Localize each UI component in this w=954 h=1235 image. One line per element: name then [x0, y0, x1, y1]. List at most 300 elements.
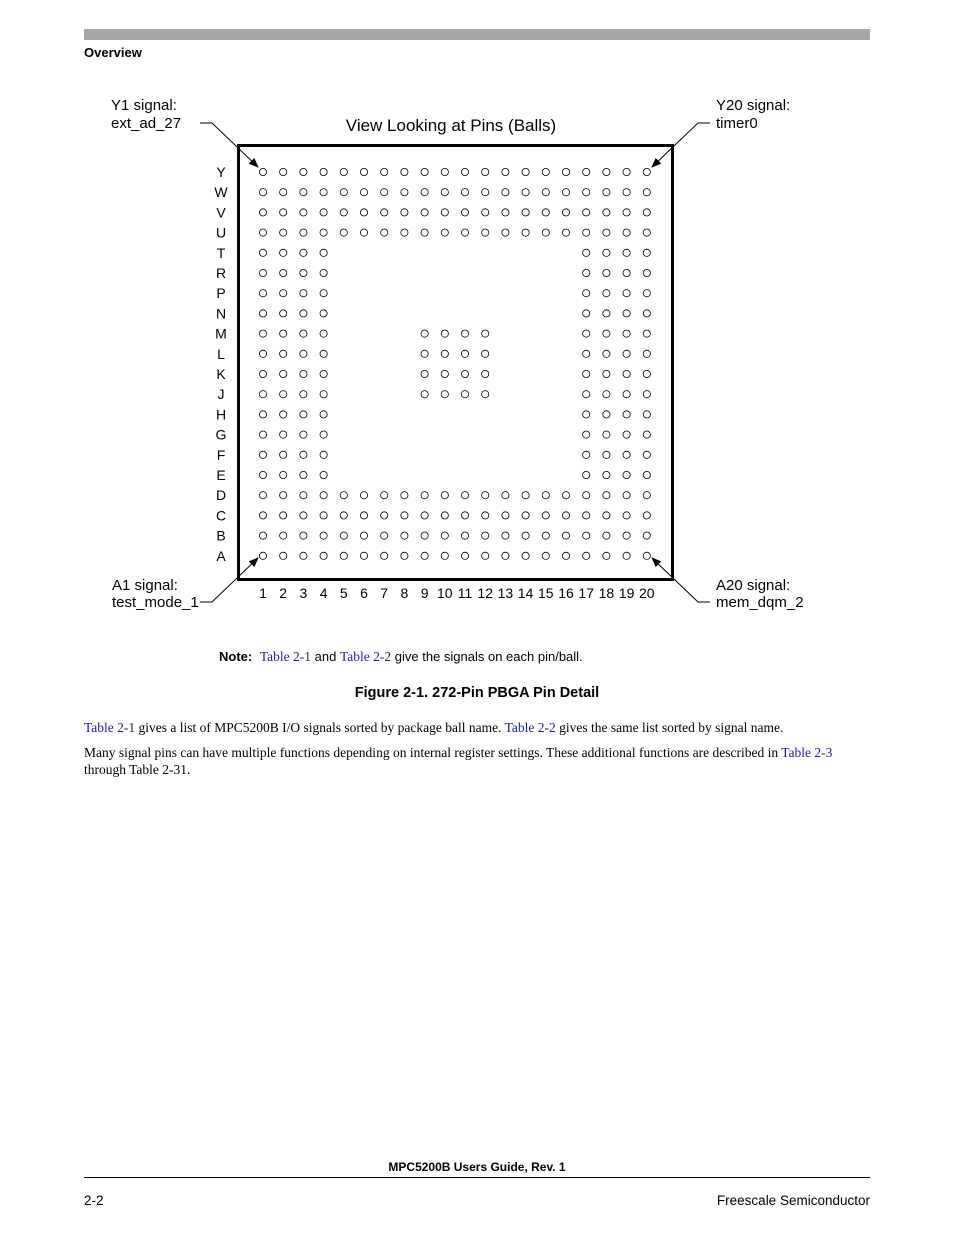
ball-U1 [259, 229, 266, 236]
ball-K17 [583, 370, 590, 377]
ball-Y20 [643, 168, 650, 175]
ball-W7 [381, 189, 388, 196]
ball-E3 [300, 471, 307, 478]
ball-H1 [259, 411, 266, 418]
ball-D13 [502, 492, 509, 499]
column-label-16: 16 [558, 585, 574, 601]
ball-M9 [421, 330, 428, 337]
ball-A9 [421, 552, 428, 559]
row-label-K: K [216, 366, 226, 382]
column-label-10: 10 [437, 585, 453, 601]
p2-text2: through Table 2-31. [84, 762, 191, 777]
ball-Y3 [300, 168, 307, 175]
ball-R1 [259, 269, 266, 276]
ball-N20 [643, 310, 650, 317]
ball-B6 [360, 532, 367, 539]
ball-J11 [461, 391, 468, 398]
callout-a20-line2: mem_dqm_2 [716, 594, 804, 611]
p1-link-table-2-1[interactable]: Table 2-1 [84, 720, 136, 735]
row-labels [214, 164, 228, 564]
figure-caption: Figure 2-1. 272-Pin PBGA Pin Detail [354, 685, 600, 701]
ball-D15 [542, 492, 549, 499]
ball-C14 [522, 512, 529, 519]
column-label-5: 5 [339, 585, 348, 601]
ball-F19 [623, 451, 630, 458]
ball-Y13 [502, 168, 509, 175]
ball-V1 [259, 209, 266, 216]
ball-U7 [381, 229, 388, 236]
ball-B2 [280, 532, 287, 539]
ball-K1 [259, 370, 266, 377]
note-link-table-2-1[interactable]: Table 2-1 [259, 649, 312, 664]
ball-Y6 [360, 168, 367, 175]
note-rest: give the signals on each pin/ball. [394, 649, 583, 664]
ball-A14 [522, 552, 529, 559]
ball-C16 [562, 512, 569, 519]
ball-C19 [623, 512, 630, 519]
ball-R3 [300, 269, 307, 276]
ball-H17 [583, 411, 590, 418]
view-title: View Looking at Pins (Balls) [345, 116, 557, 135]
ball-J20 [643, 391, 650, 398]
ball-W18 [603, 189, 610, 196]
ball-A2 [280, 552, 287, 559]
column-label-15: 15 [538, 585, 554, 601]
ball-N2 [280, 310, 287, 317]
ball-B8 [401, 532, 408, 539]
ball-V7 [381, 209, 388, 216]
ball-B5 [340, 532, 347, 539]
ball-K4 [320, 370, 327, 377]
ball-K20 [643, 370, 650, 377]
ball-B20 [643, 532, 650, 539]
ball-K10 [441, 370, 448, 377]
ball-B9 [421, 532, 428, 539]
ball-N4 [320, 310, 327, 317]
callout-y20-line1: Y20 signal: [716, 97, 791, 114]
ball-J12 [482, 391, 489, 398]
ball-C8 [401, 512, 408, 519]
ball-V8 [401, 209, 408, 216]
ball-A4 [320, 552, 327, 559]
ball-D18 [603, 492, 610, 499]
footer-company: Freescale Semiconductor [716, 1193, 870, 1208]
ball-U12 [482, 229, 489, 236]
column-label-6: 6 [360, 585, 368, 601]
ball-W11 [461, 189, 468, 196]
ball-U8 [401, 229, 408, 236]
ball-L17 [583, 350, 590, 357]
ball-Y18 [603, 168, 610, 175]
ball-A17 [583, 552, 590, 559]
ball-L1 [259, 350, 266, 357]
footer-divider [84, 1177, 870, 1178]
row-label-W: W [214, 184, 228, 201]
ball-A16 [562, 552, 569, 559]
row-label-B: B [216, 527, 226, 544]
ball-H18 [603, 411, 610, 418]
column-labels [259, 585, 655, 601]
column-label-11: 11 [457, 585, 473, 601]
ball-grid [259, 168, 650, 559]
ball-L19 [623, 350, 630, 357]
column-label-4: 4 [319, 585, 328, 601]
ball-F3 [300, 451, 307, 458]
ball-Y10 [441, 168, 448, 175]
ball-T18 [603, 249, 610, 256]
callout-a1 [112, 558, 258, 611]
ball-W1 [259, 189, 266, 196]
ball-C3 [300, 512, 307, 519]
ball-M17 [583, 330, 590, 337]
ball-P2 [280, 290, 287, 297]
row-label-A: A [216, 547, 226, 564]
row-label-U: U [215, 224, 227, 241]
ball-N19 [623, 310, 630, 317]
column-label-18: 18 [598, 585, 615, 601]
ball-V13 [502, 209, 509, 216]
paragraph-2 [84, 744, 870, 778]
note-label: Note: [219, 649, 253, 664]
ball-Y11 [461, 168, 468, 175]
ball-A5 [340, 552, 347, 559]
ball-T2 [280, 249, 287, 256]
ball-W8 [401, 189, 408, 196]
callout-y1 [111, 97, 258, 167]
ball-G17 [583, 431, 590, 438]
ball-M19 [623, 330, 630, 337]
ball-F1 [259, 451, 266, 458]
ball-A10 [441, 552, 448, 559]
ball-P20 [643, 290, 650, 297]
ball-E4 [320, 471, 327, 478]
ball-W4 [320, 189, 327, 196]
ball-V16 [562, 209, 569, 216]
footer-document-title: MPC5200B Users Guide, Rev. 1 [388, 1160, 566, 1174]
ball-V10 [441, 209, 448, 216]
ball-B12 [482, 532, 489, 539]
ball-K11 [461, 370, 468, 377]
ball-B19 [623, 532, 630, 539]
ball-U5 [340, 229, 347, 236]
ball-Y14 [522, 168, 529, 175]
ball-C20 [643, 512, 650, 519]
column-label-8: 8 [400, 585, 409, 601]
column-label-13: 13 [497, 585, 514, 601]
ball-W5 [340, 189, 347, 196]
ball-R2 [280, 269, 287, 276]
ball-A6 [360, 552, 367, 559]
ball-U17 [583, 229, 590, 236]
ball-U6 [360, 229, 367, 236]
ball-V3 [300, 209, 307, 216]
ball-W13 [502, 189, 509, 196]
ball-M1 [259, 330, 266, 337]
ball-U19 [623, 229, 630, 236]
ball-C5 [340, 512, 347, 519]
ball-D11 [461, 492, 468, 499]
column-label-9: 9 [420, 585, 429, 601]
ball-W3 [300, 189, 307, 196]
ball-L9 [421, 350, 428, 357]
ball-T20 [643, 249, 650, 256]
ball-Y7 [381, 168, 388, 175]
ball-E1 [259, 471, 266, 478]
ball-H3 [300, 411, 307, 418]
column-label-19: 19 [618, 585, 635, 601]
ball-C1 [259, 512, 266, 519]
ball-V18 [603, 209, 610, 216]
ball-N3 [300, 310, 307, 317]
ball-V11 [461, 209, 468, 216]
ball-E18 [603, 471, 610, 478]
column-label-7: 7 [380, 585, 389, 601]
footer-page-number: 2-2 [84, 1193, 104, 1208]
ball-B3 [300, 532, 307, 539]
ball-D14 [522, 492, 529, 499]
ball-N17 [583, 310, 590, 317]
ball-F20 [643, 451, 650, 458]
ball-H2 [280, 411, 287, 418]
ball-J10 [441, 391, 448, 398]
ball-A7 [381, 552, 388, 559]
ball-U10 [441, 229, 448, 236]
ball-D2 [280, 492, 287, 499]
note-link-table-2-2[interactable]: Table 2-2 [339, 649, 392, 664]
ball-U16 [562, 229, 569, 236]
ball-U4 [320, 229, 327, 236]
ball-L12 [482, 350, 489, 357]
row-label-L: L [217, 345, 225, 362]
ball-B10 [441, 532, 448, 539]
ball-G3 [300, 431, 307, 438]
row-label-M: M [215, 325, 227, 342]
p2-text1: Many signal pins can have multiple functions depending on internal register settings. These additional functions are described in [84, 745, 782, 760]
ball-L11 [461, 350, 468, 357]
ball-D1 [259, 492, 266, 499]
ball-H19 [623, 411, 630, 418]
ball-V9 [421, 209, 428, 216]
ball-D8 [401, 492, 408, 499]
ball-C2 [280, 512, 287, 519]
ball-W14 [522, 189, 529, 196]
ball-A12 [482, 552, 489, 559]
p2-link-table-2-3[interactable]: Table 2-3 [781, 745, 833, 760]
row-label-P: P [216, 285, 226, 302]
ball-K19 [623, 370, 630, 377]
ball-W10 [441, 189, 448, 196]
ball-U15 [542, 229, 549, 236]
ball-P4 [320, 290, 327, 297]
ball-R19 [623, 269, 630, 276]
ball-V5 [340, 209, 347, 216]
ball-J1 [259, 391, 266, 398]
note-and: and [314, 649, 337, 664]
ball-T17 [583, 249, 590, 256]
row-label-H: H [215, 406, 227, 423]
ball-K3 [300, 370, 307, 377]
ball-A19 [623, 552, 630, 559]
ball-J17 [583, 391, 590, 398]
ball-G20 [643, 431, 650, 438]
column-label-17: 17 [578, 585, 594, 601]
ball-B15 [542, 532, 549, 539]
ball-G4 [320, 431, 327, 438]
ball-L20 [643, 350, 650, 357]
row-label-E: E [216, 467, 226, 483]
ball-V4 [320, 209, 327, 216]
ball-R18 [603, 269, 610, 276]
ball-Y16 [562, 168, 569, 175]
ball-U13 [502, 229, 509, 236]
ball-M2 [280, 330, 287, 337]
column-label-1: 1 [259, 585, 267, 601]
ball-P19 [623, 290, 630, 297]
ball-E20 [643, 471, 650, 478]
ball-D12 [482, 492, 489, 499]
column-label-14: 14 [517, 585, 534, 601]
ball-Y1 [259, 168, 266, 175]
ball-G2 [280, 431, 287, 438]
ball-C11 [461, 512, 468, 519]
ball-N1 [259, 310, 266, 317]
ball-B18 [603, 532, 610, 539]
ball-E2 [280, 471, 287, 478]
ball-E19 [623, 471, 630, 478]
ball-C18 [603, 512, 610, 519]
ball-U2 [280, 229, 287, 236]
callout-a1-line2: test_mode_1 [112, 594, 199, 611]
callout-a20-line1: A20 signal: [716, 577, 791, 594]
ball-P17 [583, 290, 590, 297]
ball-B4 [320, 532, 327, 539]
section-title: Overview [84, 45, 142, 60]
callout-y1-line1: Y1 signal: [111, 97, 177, 114]
ball-K2 [280, 370, 287, 377]
ball-M4 [320, 330, 327, 337]
ball-L18 [603, 350, 610, 357]
ball-D9 [421, 492, 428, 499]
ball-C9 [421, 512, 428, 519]
ball-J3 [300, 391, 307, 398]
ball-L10 [441, 350, 448, 357]
ball-C12 [482, 512, 489, 519]
callout-y1-line2: ext_ad_27 [111, 115, 182, 132]
ball-Y4 [320, 168, 327, 175]
ball-W16 [562, 189, 569, 196]
ball-J18 [603, 391, 610, 398]
column-label-3: 3 [299, 585, 308, 601]
ball-L3 [300, 350, 307, 357]
ball-G18 [603, 431, 610, 438]
ball-C10 [441, 512, 448, 519]
ball-D4 [320, 492, 327, 499]
ball-A1 [259, 552, 266, 559]
ball-Y15 [542, 168, 549, 175]
p1-text1: gives a list of MPC5200B I/O signals sorted by package ball name. [135, 720, 505, 735]
ball-F4 [320, 451, 327, 458]
row-label-F: F [216, 446, 226, 463]
ball-M12 [482, 330, 489, 337]
ball-R20 [643, 269, 650, 276]
ball-F17 [583, 451, 590, 458]
ball-C17 [583, 512, 590, 519]
ball-Y8 [401, 168, 408, 175]
ball-U11 [461, 229, 468, 236]
ball-V2 [280, 209, 287, 216]
ball-C4 [320, 512, 327, 519]
ball-A13 [502, 552, 509, 559]
ball-D19 [623, 492, 630, 499]
ball-V6 [360, 209, 367, 216]
ball-T19 [623, 249, 630, 256]
ball-M11 [461, 330, 468, 337]
ball-P3 [300, 290, 307, 297]
ball-Y2 [280, 168, 287, 175]
ball-M20 [643, 330, 650, 337]
row-label-C: C [215, 507, 227, 524]
ball-D3 [300, 492, 307, 499]
ball-G19 [623, 431, 630, 438]
ball-K12 [482, 370, 489, 377]
p1-text2: gives the same list sorted by signal name. [555, 720, 784, 735]
ball-T4 [320, 249, 327, 256]
ball-D10 [441, 492, 448, 499]
ball-B17 [583, 532, 590, 539]
ball-B7 [381, 532, 388, 539]
ball-L2 [280, 350, 287, 357]
p1-link-table-2-2[interactable]: Table 2-2 [504, 720, 556, 735]
ball-J19 [623, 391, 630, 398]
ball-F2 [280, 451, 287, 458]
row-label-D: D [215, 487, 227, 504]
row-label-J: J [217, 386, 225, 403]
ball-P1 [259, 290, 266, 297]
ball-M18 [603, 330, 610, 337]
ball-D17 [583, 492, 590, 499]
ball-R4 [320, 269, 327, 276]
ball-A3 [300, 552, 307, 559]
ball-V17 [583, 209, 590, 216]
ball-H20 [643, 411, 650, 418]
callout-y20-line2: timer0 [716, 115, 758, 132]
figure-note [219, 649, 583, 665]
ball-W9 [421, 189, 428, 196]
ball-E17 [583, 471, 590, 478]
ball-Y19 [623, 168, 630, 175]
ball-N18 [603, 310, 610, 317]
ball-B16 [562, 532, 569, 539]
ball-D6 [360, 492, 367, 499]
ball-V14 [522, 209, 529, 216]
row-label-V: V [216, 204, 226, 221]
callout-a1-line1: A1 signal: [112, 577, 178, 594]
row-label-N: N [215, 305, 227, 322]
ball-U20 [643, 229, 650, 236]
ball-C15 [542, 512, 549, 519]
ball-D20 [643, 492, 650, 499]
ball-Y5 [340, 168, 347, 175]
column-label-20: 20 [639, 585, 655, 601]
ball-A8 [401, 552, 408, 559]
ball-R17 [583, 269, 590, 276]
ball-U9 [421, 229, 428, 236]
ball-B1 [259, 532, 266, 539]
ball-C7 [381, 512, 388, 519]
ball-W17 [583, 189, 590, 196]
ball-W6 [360, 189, 367, 196]
ball-W19 [623, 189, 630, 196]
